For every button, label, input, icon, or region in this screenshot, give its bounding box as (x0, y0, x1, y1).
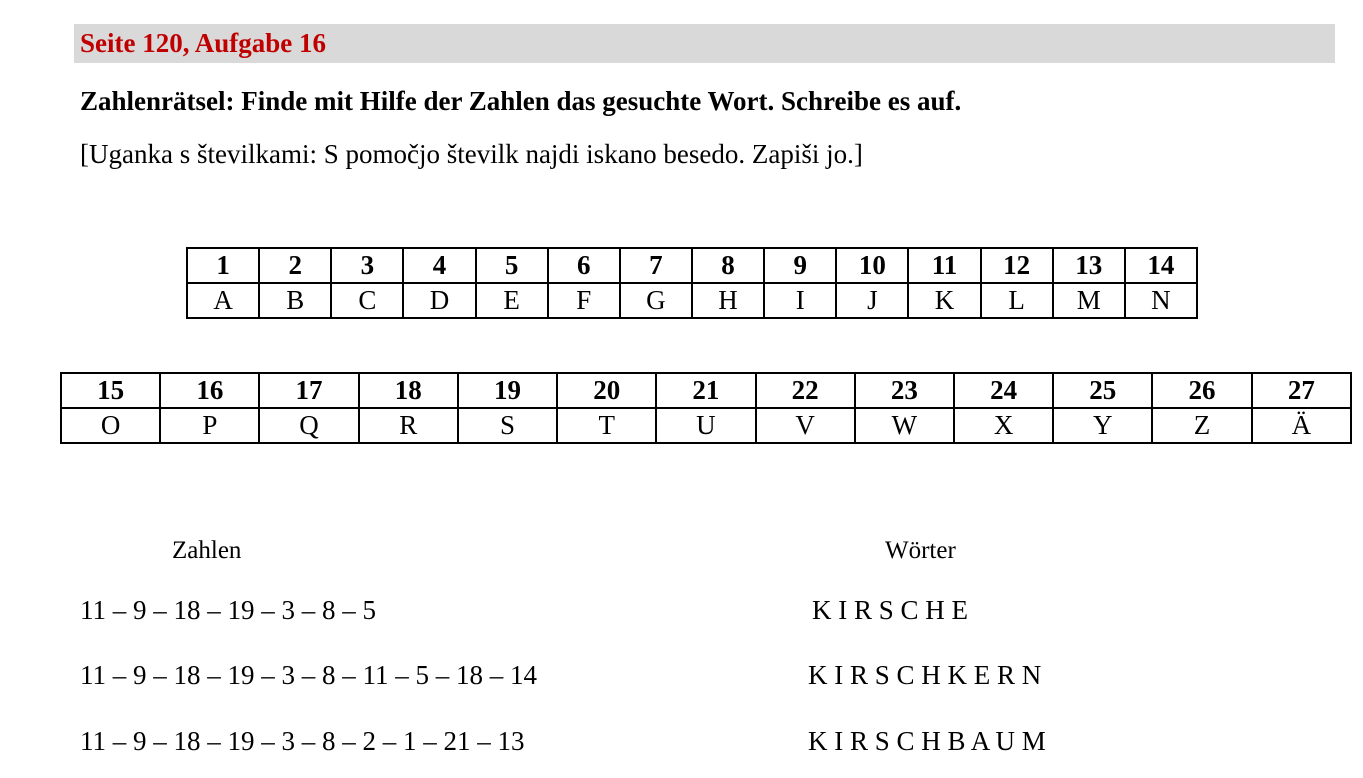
cipher-table-1 (186, 247, 1198, 319)
cipher-number-cell: 19 (458, 373, 557, 408)
cipher-number-cell: 17 (259, 373, 358, 408)
cipher-letter-cell: O (61, 408, 160, 443)
answer-word: K I R S C H B A U M (808, 726, 1046, 756)
cipher-letter-cell: K (908, 283, 980, 318)
cipher-number-cell: 22 (756, 373, 855, 408)
answer-word: K I R S C H K E R N (808, 660, 1042, 690)
cipher-number-cell: 9 (764, 248, 836, 283)
words-column-header: Wörter (885, 537, 956, 564)
cipher-letter-cell: C (331, 283, 403, 318)
cipher-letter-cell: E (476, 283, 548, 318)
cipher-table-2 (60, 372, 1352, 444)
cipher-letter-cell: A (187, 283, 259, 318)
cipher-letter-cell: H (692, 283, 764, 318)
cipher-letter-cell: Q (259, 408, 358, 443)
cipher-number-cell: 8 (692, 248, 764, 283)
header-bar (74, 24, 1335, 63)
cipher-letter-row (61, 408, 1351, 443)
cipher-number-row (187, 248, 1197, 283)
cipher-number-cell: 12 (981, 248, 1053, 283)
task-instruction: Zahlenrätsel: Finde mit Hilfe der Zahlen das gesuchte Wort. Schreibe es auf. (80, 86, 962, 116)
cipher-letter-cell: T (557, 408, 656, 443)
cipher-letter-cell: Ä (1252, 408, 1351, 443)
cipher-number-cell: 25 (1053, 373, 1152, 408)
cipher-number-cell: 7 (620, 248, 692, 283)
number-sequence: 11 – 9 – 18 – 19 – 3 – 8 – 11 – 5 – 18 – 14 (80, 660, 537, 690)
cipher-letter-cell: N (1125, 283, 1197, 318)
number-sequence: 11 – 9 – 18 – 19 – 3 – 8 – 2 – 1 – 21 – 13 (80, 726, 525, 756)
number-sequence: 11 – 9 – 18 – 19 – 3 – 8 – 5 (80, 595, 376, 625)
cipher-letter-cell: F (548, 283, 620, 318)
cipher-letter-cell: B (259, 283, 331, 318)
cipher-letter-cell: G (620, 283, 692, 318)
answer-word: K I R S C H E (812, 595, 969, 625)
cipher-letter-cell: M (1053, 283, 1125, 318)
page-title: Seite 120, Aufgabe 16 (80, 28, 326, 58)
cipher-number-cell: 27 (1252, 373, 1351, 408)
cipher-number-row (61, 373, 1351, 408)
cipher-number-cell: 10 (836, 248, 908, 283)
cipher-letter-cell: R (359, 408, 458, 443)
cipher-number-cell: 2 (259, 248, 331, 283)
cipher-number-cell: 16 (160, 373, 259, 408)
cipher-number-cell: 4 (403, 248, 475, 283)
cipher-letter-cell: V (756, 408, 855, 443)
cipher-letter-cell: P (160, 408, 259, 443)
cipher-number-cell: 13 (1053, 248, 1125, 283)
cipher-letter-cell: L (981, 283, 1053, 318)
cipher-number-cell: 6 (548, 248, 620, 283)
cipher-letter-cell: W (855, 408, 954, 443)
numbers-column-header: Zahlen (172, 537, 242, 564)
cipher-letter-cell: J (836, 283, 908, 318)
cipher-number-cell: 3 (331, 248, 403, 283)
cipher-letter-cell: Y (1053, 408, 1152, 443)
cipher-number-cell: 26 (1152, 373, 1251, 408)
cipher-number-cell: 1 (187, 248, 259, 283)
cipher-letter-cell: U (656, 408, 755, 443)
cipher-number-cell: 23 (855, 373, 954, 408)
cipher-letter-cell: Z (1152, 408, 1251, 443)
cipher-number-cell: 24 (954, 373, 1053, 408)
cipher-letter-row (187, 283, 1197, 318)
cipher-number-cell: 20 (557, 373, 656, 408)
cipher-letter-cell: S (458, 408, 557, 443)
cipher-number-cell: 14 (1125, 248, 1197, 283)
task-translation: [Uganka s številkami: S pomočjo številk najdi iskano besedo. Zapiši jo.] (80, 139, 863, 169)
cipher-letter-cell: D (403, 283, 475, 318)
cipher-number-cell: 18 (359, 373, 458, 408)
cipher-number-cell: 15 (61, 373, 160, 408)
cipher-number-cell: 11 (908, 248, 980, 283)
cipher-number-cell: 5 (476, 248, 548, 283)
cipher-number-cell: 21 (656, 373, 755, 408)
cipher-letter-cell: X (954, 408, 1053, 443)
cipher-letter-cell: I (764, 283, 836, 318)
